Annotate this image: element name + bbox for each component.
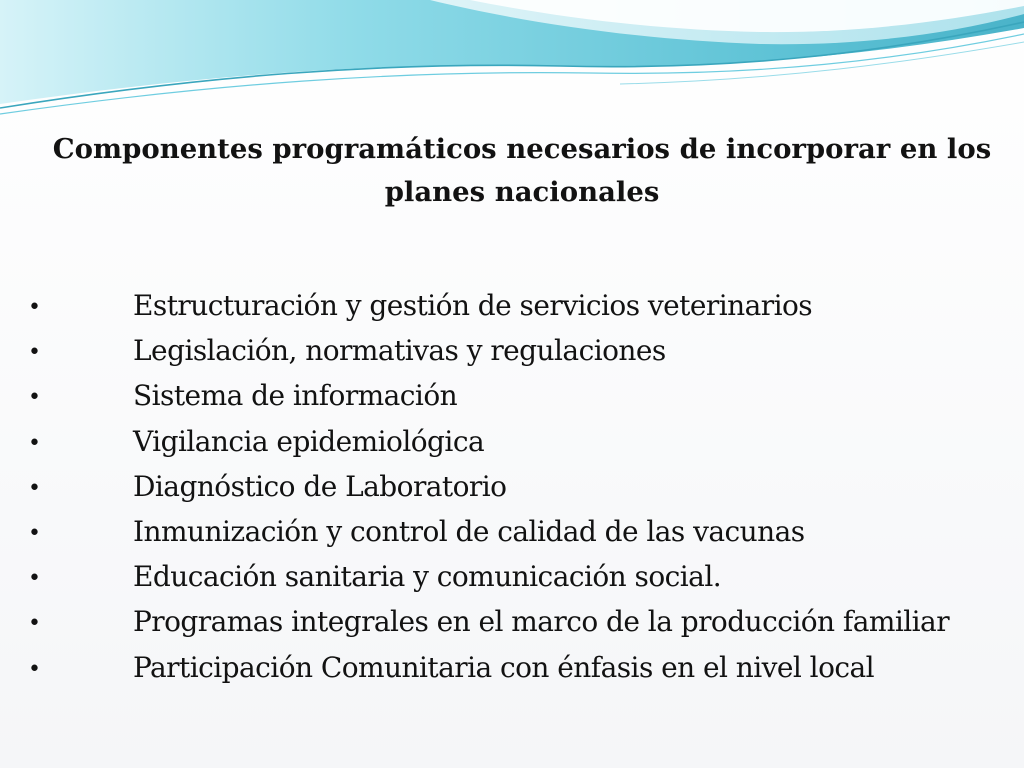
bullet-icon: • [28, 430, 41, 456]
list-item-text: Programas integrales en el marco de la producción familiar [133, 605, 950, 639]
slide-title: Componentes programáticos necesarios de incorporar en los planes nacionales [52, 133, 992, 208]
list-item [0, 329, 1024, 374]
bullet-icon: • [28, 295, 41, 320]
bullet-icon: • [28, 385, 41, 411]
bullet-icon: • [28, 656, 41, 682]
bullet-icon: • [28, 520, 41, 546]
list-item [0, 600, 1024, 645]
bullet-list [0, 284, 1024, 691]
bullet-icon: • [28, 611, 41, 637]
list-item [0, 374, 1024, 419]
list-item-text: Participación Comunitaria con énfasis en el nivel local [133, 650, 875, 684]
list-item [0, 420, 1024, 465]
list-item-text: Educación sanitaria y comunicación social. [133, 560, 722, 594]
decorative-wave-banner [0, 0, 1024, 118]
list-item [0, 284, 1024, 329]
list-item-text: Diagnóstico de Laboratorio [133, 469, 507, 503]
list-item-text: Sistema de información [133, 379, 458, 413]
list-item-text: Vigilancia epidemiológica [133, 424, 485, 458]
list-item-text: Estructuración y gestión de servicios veterinarios [133, 289, 813, 322]
list-item [0, 465, 1024, 510]
list-item-text: Legislación, normativas y regulaciones [133, 334, 666, 368]
list-item [0, 555, 1024, 600]
bullet-icon: • [28, 475, 41, 501]
bullet-icon: • [28, 566, 41, 592]
list-item [0, 646, 1024, 691]
list-item [0, 510, 1024, 555]
list-item-text: Inmunización y control de calidad de las vacunas [133, 514, 805, 548]
bullet-icon: • [28, 340, 41, 366]
